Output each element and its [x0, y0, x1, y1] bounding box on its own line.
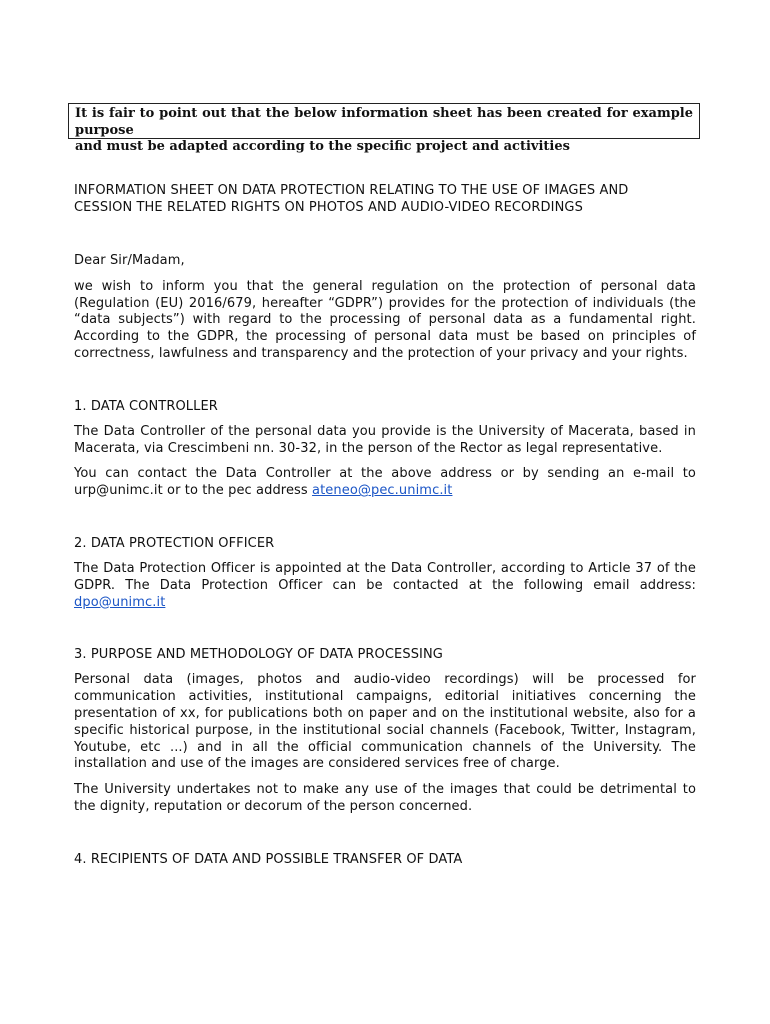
section-heading-dpo: 2. DATA PROTECTION OFFICER [74, 535, 275, 551]
section-heading-recipients: 4. RECIPIENTS OF DATA AND POSSIBLE TRANSFER OF DATA [74, 851, 463, 867]
data-controller-contact-text: You can contact the Data Controller at the above address or by sending an e-mail to urp@unimc.it or to the pec address [74, 466, 696, 499]
purpose-paragraph: Personal data (images, photos and audio-video recordings) will be processed for communication activities, institutional campaigns, editorial initiatives concerning the presentation of xx, for publications both on paper and on the institutional website, also for a specific historical purpose, in the institutional social channels (Facebook, Twitter, Instagram, Youtube, etc ...) and in all the official communication channels of the University. The installation and use of the images are considered services free of charge. [74, 672, 696, 772]
document-body [74, 182, 696, 868]
section-heading-data-controller: 1. DATA CONTROLLER [74, 398, 218, 414]
disclaimer-line-2: and must be adapted according to the specific project and activities [75, 139, 570, 154]
salutation: Dear Sir/Madam, [74, 253, 185, 268]
dpo-email-link[interactable]: dpo@unimc.it [74, 594, 166, 610]
pec-email-link[interactable]: ateneo@pec.unimc.it [312, 483, 453, 499]
data-controller-contact-paragraph [74, 466, 696, 500]
undertaking-paragraph: The University undertakes not to make any use of the images that could be detrimental to the dignity, reputation or decorum of the person concerned. [74, 782, 696, 814]
disclaimer-line-1: It is fair to point out that the below information sheet has been created for example purpose [75, 106, 693, 138]
disclaimer-box [68, 103, 700, 154]
intro-paragraph: we wish to inform you that the general regulation on the protection of personal data (Regulation (EU) 2016/679, hereafter “GDPR”) provides for the protection of individuals (the “data subjects”) with regard to the processing of personal data as a fundamental right. According to the GDPR, the processing of personal data must be based on principles of correctness, lawfulness and transparency and the protection of your privacy and your rights. [74, 278, 696, 361]
section-heading-purpose: 3. PURPOSE AND METHODOLOGY OF DATA PROCESSING [74, 647, 443, 663]
document-title-line-1: INFORMATION SHEET ON DATA PROTECTION RELATING TO THE USE OF IMAGES AND [74, 183, 629, 198]
document-title-line-2: CESSION THE RELATED RIGHTS ON PHOTOS AND AUDIO-VIDEO RECORDINGS [74, 200, 583, 215]
dpo-text: The Data Protection Officer is appointed at the Data Controller, according to Article 37 of the GDPR. The Data Protection Officer can be contacted at the following email address: [74, 560, 696, 593]
dpo-paragraph [74, 561, 696, 611]
document-title [74, 182, 696, 216]
data-controller-paragraph: The Data Controller of the personal data you provide is the University of Macerata, based in Macerata, via Crescimbeni nn. 30-32, in the person of the Rector as legal representative. [74, 423, 696, 456]
